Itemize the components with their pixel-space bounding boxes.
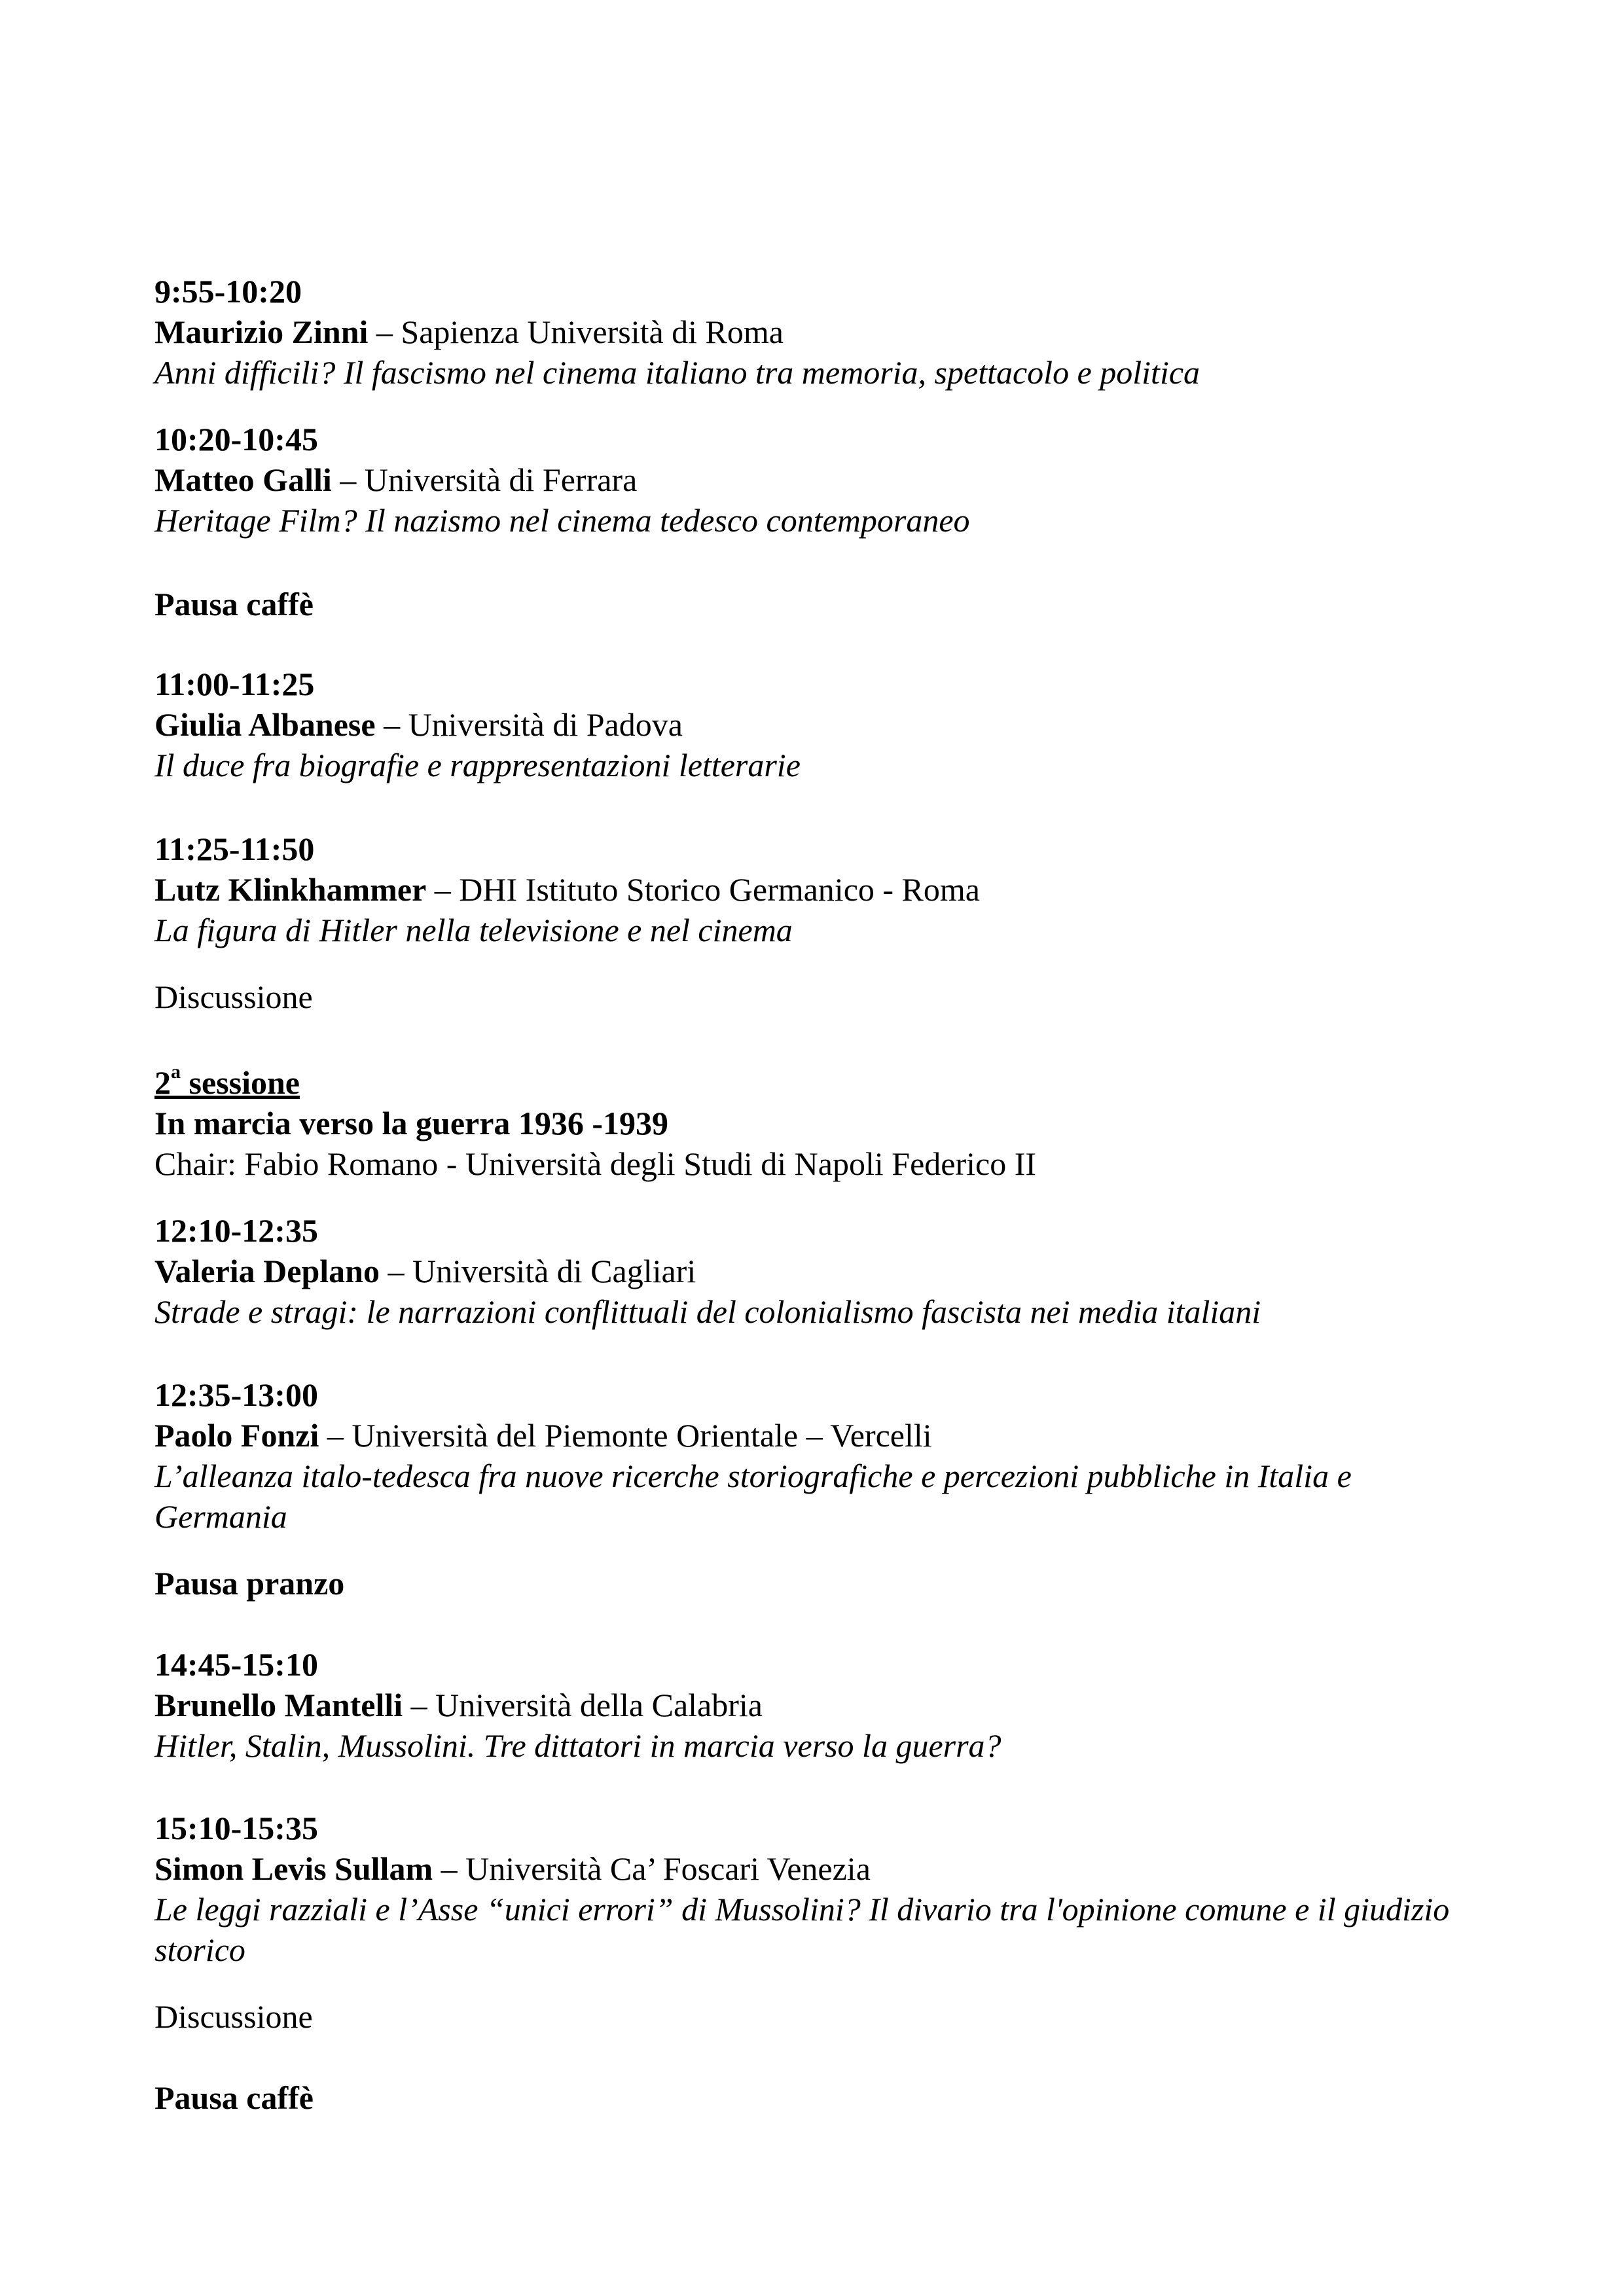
- talk-speaker-line: [154, 1848, 1490, 1889]
- speaker-affiliation: – Università di Ferrara: [331, 461, 638, 498]
- speaker-name: Maurizio Zinni: [154, 314, 369, 350]
- talk-speaker-line: [154, 1685, 1490, 1725]
- coffee-break-label: Pausa caffè: [154, 2079, 314, 2116]
- talk-time: 12:10-12:35: [154, 1212, 318, 1249]
- speaker-affiliation: – Università della Calabria: [403, 1687, 763, 1723]
- talk-entry: [154, 1210, 1490, 1332]
- talk-entry: [154, 664, 1490, 785]
- speaker-affiliation: – Università di Padova: [375, 706, 683, 743]
- coffee-break-label: Pausa caffè: [154, 586, 314, 622]
- talk-time: 12:35-13:00: [154, 1376, 318, 1413]
- lunch-break-label: Pausa pranzo: [154, 1565, 345, 1602]
- session-title: In marcia verso la guerra 1936 -1939: [154, 1105, 669, 1141]
- talk-time: 9:55-10:20: [154, 273, 302, 310]
- talk-speaker-line: [154, 704, 1490, 745]
- speaker-name: Simon Levis Sullam: [154, 1850, 433, 1887]
- talk-time: 15:10-15:35: [154, 1810, 318, 1846]
- talk-speaker-line: [154, 1251, 1490, 1291]
- talk-title: Le leggi razziali e l’Asse “unici errori” di Mussolini? Il divario tra l'opinione comune e il giudizio storico: [154, 1891, 1450, 1968]
- talk-time: 14:45-15:10: [154, 1646, 318, 1683]
- talk-entry: [154, 271, 1490, 393]
- talk-entry: [154, 829, 1490, 950]
- talk-entry: [154, 1808, 1490, 1970]
- talk-title: Anni difficili? Il fascismo nel cinema italiano tra memoria, spettacolo e politica: [154, 354, 1200, 391]
- speaker-name: Giulia Albanese: [154, 706, 376, 743]
- speaker-affiliation: – Università Ca’ Foscari Venezia: [433, 1850, 871, 1887]
- speaker-affiliation: – Università di Cagliari: [380, 1253, 696, 1289]
- session-ordinal: a: [171, 1061, 181, 1083]
- discussion-label: Discussione: [154, 1998, 313, 2035]
- speaker-affiliation: – DHI Istituto Storico Germanico - Roma: [426, 871, 980, 908]
- break-entry: [154, 1563, 1490, 1604]
- speaker-name: Paolo Fonzi: [154, 1417, 319, 1454]
- talk-title: Strade e stragi: le narrazioni conflittuali del colonialismo fascista nei media italiani: [154, 1293, 1261, 1330]
- speaker-name: Valeria Deplano: [154, 1253, 380, 1289]
- discussion-label: Discussione: [154, 978, 313, 1015]
- talk-title: La figura di Hitler nella televisione e nel cinema: [154, 912, 793, 948]
- talk-entry: [154, 1374, 1490, 1537]
- discussion-entry: [154, 1996, 1490, 2037]
- talk-speaker-line: [154, 459, 1490, 500]
- talk-entry: [154, 419, 1490, 541]
- speaker-name: Lutz Klinkhammer: [154, 871, 427, 908]
- break-entry: [154, 2077, 1490, 2118]
- talk-speaker-line: [154, 312, 1490, 352]
- talk-time: 11:00-11:25: [154, 666, 315, 702]
- talk-title: L’alleanza italo-tedesca fra nuove ricerche storiografiche e percezioni pubbliche in Italia e Germania: [154, 1458, 1352, 1535]
- talk-title: Il duce fra biografie e rappresentazioni letterarie: [154, 747, 801, 783]
- talk-entry: [154, 1644, 1490, 1766]
- session-word: sessione: [181, 1064, 300, 1101]
- session-label: [154, 1062, 1490, 1103]
- session-header: [154, 1062, 1490, 1184]
- discussion-entry: [154, 977, 1490, 1017]
- speaker-name: Matteo Galli: [154, 461, 332, 498]
- talk-speaker-line: [154, 869, 1490, 910]
- talk-speaker-line: [154, 1415, 1490, 1456]
- speaker-affiliation: – Università del Piemonte Orientale – Vercelli: [319, 1417, 932, 1454]
- talk-time: 11:25-11:50: [154, 831, 315, 867]
- session-number: 2: [154, 1064, 171, 1101]
- talk-title: Hitler, Stalin, Mussolini. Tre dittatori in marcia verso la guerra?: [154, 1727, 1001, 1764]
- speaker-name: Brunello Mantelli: [154, 1687, 403, 1723]
- talk-time: 10:20-10:45: [154, 421, 318, 457]
- session-chair: Chair: Fabio Romano - Università degli Studi di Napoli Federico II: [154, 1145, 1036, 1182]
- talk-title: Heritage Film? Il nazismo nel cinema tedesco contemporaneo: [154, 502, 970, 539]
- break-entry: [154, 584, 1490, 624]
- speaker-affiliation: – Sapienza Università di Roma: [368, 314, 784, 350]
